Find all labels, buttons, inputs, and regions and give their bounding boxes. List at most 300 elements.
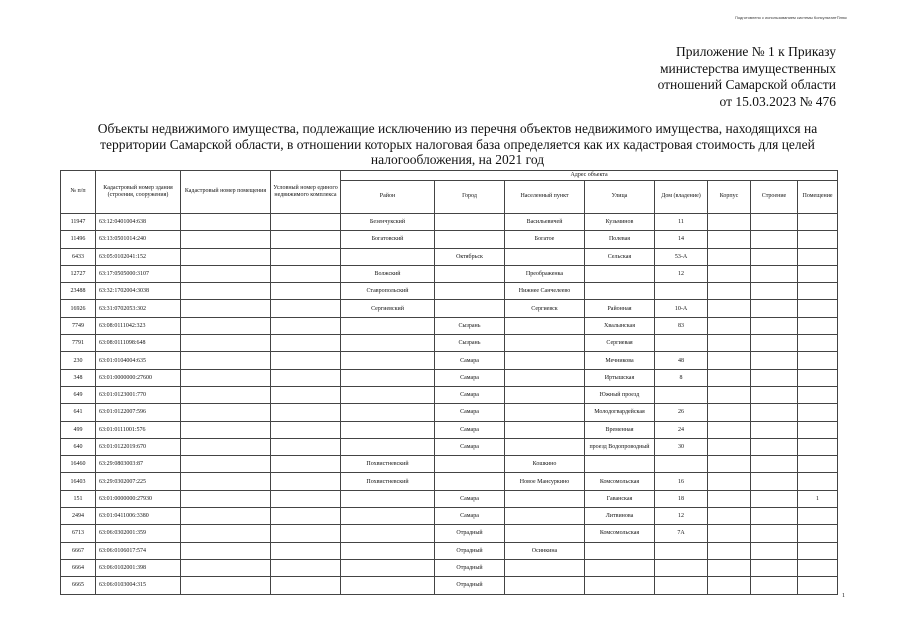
cell-korpus: [708, 490, 751, 507]
header-cad-building: Кадастровый номер здания (строения, сооружения): [96, 171, 181, 214]
cell-district: [341, 352, 435, 369]
cell-street: Хвалынская: [585, 317, 655, 334]
cell-district: Безенчукский: [341, 214, 435, 231]
cell-num: 499: [61, 421, 96, 438]
cell-cad-room: [181, 352, 271, 369]
cell-cond-num: [271, 317, 341, 334]
cell-street: Кузьминов: [585, 214, 655, 231]
cell-korpus: [708, 335, 751, 352]
cell-settlement: Сергиевск: [505, 300, 585, 317]
cell-city: Самара: [435, 438, 505, 455]
title-line: Объекты недвижимого имущества, подлежащие исключению из перечня объектов недвижимого имущества, находящихся на: [97, 121, 818, 136]
cell-cad-room: [181, 473, 271, 490]
cell-cond-num: [271, 283, 341, 300]
cell-cond-num: [271, 335, 341, 352]
cell-house: 14: [655, 231, 708, 248]
header-cad-room: Кадастровый номер помещения: [181, 171, 271, 214]
cell-stroenie: [751, 214, 798, 231]
cell-district: [341, 525, 435, 542]
cell-district: [341, 404, 435, 421]
cell-cad-room: [181, 559, 271, 576]
cell-district: [341, 542, 435, 559]
cell-stroenie: [751, 369, 798, 386]
cell-stroenie: [751, 473, 798, 490]
cell-settlement: Преображенка: [505, 265, 585, 282]
table-row: [61, 559, 838, 576]
cell-num: 640: [61, 438, 96, 455]
cell-city: Октябрьск: [435, 248, 505, 265]
cell-korpus: [708, 317, 751, 334]
table-row: [61, 456, 838, 473]
table-row: [61, 404, 838, 421]
table-row: [61, 438, 838, 455]
cell-room: [798, 283, 838, 300]
cell-settlement: [505, 248, 585, 265]
cell-settlement: [505, 508, 585, 525]
header-korpus: Корпус: [708, 181, 751, 214]
table-body: [61, 214, 838, 595]
consultant-plus-note: Подготовлено с использованием системы КонсультантПлюс: [735, 15, 847, 20]
cell-room: [798, 542, 838, 559]
cell-room: [798, 369, 838, 386]
cell-settlement: [505, 335, 585, 352]
cell-korpus: [708, 525, 751, 542]
cell-city: Самара: [435, 352, 505, 369]
cell-city: Самара: [435, 386, 505, 403]
cell-num: 230: [61, 352, 96, 369]
cell-korpus: [708, 404, 751, 421]
cell-cond-num: [271, 456, 341, 473]
cell-district: [341, 386, 435, 403]
cell-room: [798, 386, 838, 403]
cell-district: [341, 421, 435, 438]
cell-cad-room: [181, 577, 271, 594]
cell-korpus: [708, 214, 751, 231]
cell-settlement: [505, 438, 585, 455]
cell-street: Южный проезд: [585, 386, 655, 403]
cell-settlement: [505, 369, 585, 386]
cell-street: Комсомольская: [585, 525, 655, 542]
cell-cond-num: [271, 300, 341, 317]
cell-num: 12727: [61, 265, 96, 282]
cell-stroenie: [751, 490, 798, 507]
table-row: [61, 283, 838, 300]
cell-settlement: Кошкино: [505, 456, 585, 473]
cell-cad-room: [181, 248, 271, 265]
cell-city: Отрадный: [435, 525, 505, 542]
cell-cad-building: 63:06:0302001:359: [96, 525, 181, 542]
cell-street: Районная: [585, 300, 655, 317]
cell-district: Ставропольский: [341, 283, 435, 300]
cell-cad-building: 63:01:0123001:770: [96, 386, 181, 403]
cell-settlement: Богатое: [505, 231, 585, 248]
cell-district: [341, 490, 435, 507]
cell-street: [585, 542, 655, 559]
cell-room: [798, 265, 838, 282]
cell-num: 16926: [61, 300, 96, 317]
cell-cond-num: [271, 386, 341, 403]
cell-cad-room: [181, 490, 271, 507]
table-row: [61, 369, 838, 386]
cell-cad-building: 63:05:0102041:152: [96, 248, 181, 265]
cell-settlement: Васильевичей: [505, 214, 585, 231]
cell-korpus: [708, 438, 751, 455]
table-row: [61, 525, 838, 542]
cell-room: [798, 248, 838, 265]
table-row: [61, 473, 838, 490]
cell-num: 23488: [61, 283, 96, 300]
cell-house: 7А: [655, 525, 708, 542]
cell-cad-building: 63:13:0501014:240: [96, 231, 181, 248]
cell-district: [341, 248, 435, 265]
cell-korpus: [708, 473, 751, 490]
cell-cond-num: [271, 421, 341, 438]
cell-house: [655, 386, 708, 403]
cell-cad-building: 63:06:0102001:398: [96, 559, 181, 576]
cell-room: [798, 404, 838, 421]
cell-korpus: [708, 369, 751, 386]
cell-city: [435, 214, 505, 231]
cell-city: Самара: [435, 369, 505, 386]
cell-room: [798, 508, 838, 525]
cell-stroenie: [751, 283, 798, 300]
cell-room: [798, 525, 838, 542]
cell-street: Полевая: [585, 231, 655, 248]
cell-cad-room: [181, 438, 271, 455]
cell-stroenie: [751, 352, 798, 369]
cell-cad-room: [181, 369, 271, 386]
cell-cad-building: 63:06:0106017:574: [96, 542, 181, 559]
cell-stroenie: [751, 335, 798, 352]
cell-cad-building: 63:08:0111098:648: [96, 335, 181, 352]
cell-cad-room: [181, 404, 271, 421]
cell-city: Сызрань: [435, 317, 505, 334]
cell-house: [655, 577, 708, 594]
cell-district: [341, 508, 435, 525]
cell-street: Комсомольская: [585, 473, 655, 490]
table-row: [61, 335, 838, 352]
appendix-line: от 15.03.2023 № 476: [719, 93, 836, 109]
cell-street: Сельская: [585, 248, 655, 265]
appendix-line: отношений Самарской области: [657, 77, 836, 92]
cell-city: Отрадный: [435, 542, 505, 559]
cell-num: 641: [61, 404, 96, 421]
cell-room: [798, 421, 838, 438]
cell-room: [798, 214, 838, 231]
cell-city: Отрадный: [435, 577, 505, 594]
cell-cad-room: [181, 542, 271, 559]
cell-city: Самара: [435, 421, 505, 438]
cell-cad-room: [181, 456, 271, 473]
cell-cad-room: [181, 421, 271, 438]
cell-settlement: [505, 404, 585, 421]
cell-house: 12: [655, 265, 708, 282]
table-row: [61, 248, 838, 265]
cell-city: Сызрань: [435, 335, 505, 352]
header-district: Район: [341, 181, 435, 214]
header-num: № п/п: [61, 171, 96, 214]
cell-cond-num: [271, 473, 341, 490]
cell-street: [585, 456, 655, 473]
cell-city: Самара: [435, 404, 505, 421]
cell-num: 6667: [61, 542, 96, 559]
cell-num: 6665: [61, 577, 96, 594]
cell-num: 151: [61, 490, 96, 507]
cell-cad-building: 63:01:0122007:596: [96, 404, 181, 421]
cell-district: [341, 438, 435, 455]
cell-korpus: [708, 386, 751, 403]
cell-num: 11947: [61, 214, 96, 231]
cell-num: 2494: [61, 508, 96, 525]
cell-city: Отрадный: [435, 559, 505, 576]
cell-street: [585, 265, 655, 282]
cell-cad-room: [181, 335, 271, 352]
appendix-block: [658, 44, 836, 110]
cell-stroenie: [751, 508, 798, 525]
table-row: [61, 231, 838, 248]
cell-house: 53-А: [655, 248, 708, 265]
cell-district: [341, 335, 435, 352]
cell-korpus: [708, 577, 751, 594]
cell-num: 7791: [61, 335, 96, 352]
cell-cad-building: 63:31:0702053:302: [96, 300, 181, 317]
table-row: [61, 386, 838, 403]
cell-cond-num: [271, 352, 341, 369]
header-city: Город: [435, 181, 505, 214]
cell-settlement: [505, 577, 585, 594]
cell-room: [798, 335, 838, 352]
cell-cad-room: [181, 214, 271, 231]
cell-city: Самара: [435, 490, 505, 507]
cell-cad-building: 63:01:0000000:27930: [96, 490, 181, 507]
cell-street: [585, 577, 655, 594]
cell-num: 6664: [61, 559, 96, 576]
cell-korpus: [708, 248, 751, 265]
cell-room: [798, 559, 838, 576]
cell-stroenie: [751, 542, 798, 559]
cell-stroenie: [751, 265, 798, 282]
cell-cad-building: 63:01:0111001:576: [96, 421, 181, 438]
cell-district: Богатовский: [341, 231, 435, 248]
cell-stroenie: [751, 577, 798, 594]
cell-district: [341, 317, 435, 334]
cell-cond-num: [271, 577, 341, 594]
cell-korpus: [708, 456, 751, 473]
table-row: [61, 508, 838, 525]
cell-cad-room: [181, 231, 271, 248]
document-title: [60, 121, 855, 168]
cell-cad-room: [181, 525, 271, 542]
cell-korpus: [708, 352, 751, 369]
cell-cond-num: [271, 542, 341, 559]
table-row: [61, 214, 838, 231]
cell-district: [341, 559, 435, 576]
cell-cad-building: 63:06:0103004:315: [96, 577, 181, 594]
cell-settlement: [505, 525, 585, 542]
cell-room: [798, 231, 838, 248]
cell-stroenie: [751, 525, 798, 542]
title-line: территории Самарской области, в отношении которых налоговая база определяется как их кадастровая стоимость для целей: [100, 136, 815, 152]
cell-cad-building: 63:29:0302007:225: [96, 473, 181, 490]
cell-house: [655, 456, 708, 473]
cell-cad-room: [181, 508, 271, 525]
cell-room: [798, 317, 838, 334]
cell-district: Волжский: [341, 265, 435, 282]
cell-house: 30: [655, 438, 708, 455]
cell-room: [798, 473, 838, 490]
cell-street: Мечникова: [585, 352, 655, 369]
cell-settlement: Осинкина: [505, 542, 585, 559]
cell-house: 10-А: [655, 300, 708, 317]
cell-cond-num: [271, 559, 341, 576]
cell-cad-building: 63:01:0122019:670: [96, 438, 181, 455]
cell-cond-num: [271, 438, 341, 455]
cell-district: Сергиевский: [341, 300, 435, 317]
cell-house: [655, 542, 708, 559]
cell-settlement: [505, 490, 585, 507]
cell-stroenie: [751, 559, 798, 576]
cell-city: [435, 231, 505, 248]
cell-settlement: Новое Мансуркино: [505, 473, 585, 490]
cell-street: Временная: [585, 421, 655, 438]
cell-cond-num: [271, 265, 341, 282]
cell-num: 649: [61, 386, 96, 403]
table-row: [61, 300, 838, 317]
cell-street: Сергиевая: [585, 335, 655, 352]
cell-korpus: [708, 265, 751, 282]
cell-cad-room: [181, 386, 271, 403]
table-row: [61, 577, 838, 594]
cell-street: [585, 283, 655, 300]
cell-cond-num: [271, 369, 341, 386]
cell-korpus: [708, 508, 751, 525]
cell-district: [341, 369, 435, 386]
cell-korpus: [708, 559, 751, 576]
cell-house: 26: [655, 404, 708, 421]
cell-cond-num: [271, 248, 341, 265]
cell-cond-num: [271, 214, 341, 231]
cell-cond-num: [271, 508, 341, 525]
cell-cad-building: 63:01:0000000:27600: [96, 369, 181, 386]
cell-room: [798, 456, 838, 473]
cell-num: 16460: [61, 456, 96, 473]
table-row: [61, 352, 838, 369]
cell-street: Литвинова: [585, 508, 655, 525]
cell-num: 7749: [61, 317, 96, 334]
cell-city: [435, 265, 505, 282]
cell-house: 18: [655, 490, 708, 507]
cell-stroenie: [751, 248, 798, 265]
cell-street: Иртышская: [585, 369, 655, 386]
cell-num: 6713: [61, 525, 96, 542]
cell-cond-num: [271, 404, 341, 421]
objects-table: [60, 170, 838, 595]
cell-cad-building: 63:29:0803003:87: [96, 456, 181, 473]
cell-stroenie: [751, 421, 798, 438]
cell-settlement: [505, 421, 585, 438]
cell-settlement: [505, 317, 585, 334]
cell-stroenie: [751, 317, 798, 334]
cell-house: 24: [655, 421, 708, 438]
cell-stroenie: [751, 438, 798, 455]
table-row: [61, 421, 838, 438]
cell-cond-num: [271, 490, 341, 507]
cell-room: 1: [798, 490, 838, 507]
cell-cad-building: 63:17:0505000:3107: [96, 265, 181, 282]
cell-cad-room: [181, 317, 271, 334]
cell-settlement: [505, 386, 585, 403]
cell-cond-num: [271, 231, 341, 248]
cell-cad-building: 63:08:0111042:323: [96, 317, 181, 334]
cell-settlement: Нижнее Санчелеево: [505, 283, 585, 300]
page-number: 1: [842, 593, 845, 599]
cell-num: 348: [61, 369, 96, 386]
cell-street: проезд Водопроводный: [585, 438, 655, 455]
cell-stroenie: [751, 300, 798, 317]
cell-room: [798, 577, 838, 594]
cell-house: 8: [655, 369, 708, 386]
table-row: [61, 265, 838, 282]
cell-house: 12: [655, 508, 708, 525]
cell-house: [655, 283, 708, 300]
header-address: Адрес объекта: [341, 171, 838, 181]
cell-stroenie: [751, 386, 798, 403]
cell-room: [798, 352, 838, 369]
cell-stroenie: [751, 404, 798, 421]
cell-district: [341, 577, 435, 594]
cell-num: 11496: [61, 231, 96, 248]
cell-stroenie: [751, 231, 798, 248]
cell-settlement: [505, 559, 585, 576]
cell-district: Похвистневский: [341, 473, 435, 490]
cell-house: [655, 559, 708, 576]
cell-cad-building: 63:01:0411006:3380: [96, 508, 181, 525]
cell-cad-building: 63:01:0104004:635: [96, 352, 181, 369]
cell-stroenie: [751, 456, 798, 473]
cell-room: [798, 438, 838, 455]
cell-house: 83: [655, 317, 708, 334]
header-settlement: Населенный пункт: [505, 181, 585, 214]
cell-korpus: [708, 542, 751, 559]
cell-cad-room: [181, 300, 271, 317]
cell-korpus: [708, 231, 751, 248]
cell-korpus: [708, 421, 751, 438]
header-street: Улица: [585, 181, 655, 214]
cell-city: [435, 283, 505, 300]
cell-city: [435, 456, 505, 473]
cell-house: 48: [655, 352, 708, 369]
table-row: [61, 490, 838, 507]
cell-num: 6433: [61, 248, 96, 265]
cell-city: [435, 473, 505, 490]
header-house: Дом (владение): [655, 181, 708, 214]
cell-street: Гаванская: [585, 490, 655, 507]
cell-street: Молодогвардейская: [585, 404, 655, 421]
cell-district: Похвистневский: [341, 456, 435, 473]
cell-cond-num: [271, 525, 341, 542]
appendix-line: Приложение № 1 к Приказу: [675, 44, 836, 59]
cell-room: [798, 300, 838, 317]
title-line: налогообложения, на 2021 год: [370, 152, 545, 167]
cell-cad-building: 63:12:0401004:638: [96, 214, 181, 231]
cell-cad-room: [181, 265, 271, 282]
cell-house: 11: [655, 214, 708, 231]
header-stroenie: Строение: [751, 181, 798, 214]
cell-settlement: [505, 352, 585, 369]
cell-city: [435, 300, 505, 317]
header-cond-num: Условный номер единого недвижимого комплекса: [271, 171, 341, 214]
cell-num: 16403: [61, 473, 96, 490]
